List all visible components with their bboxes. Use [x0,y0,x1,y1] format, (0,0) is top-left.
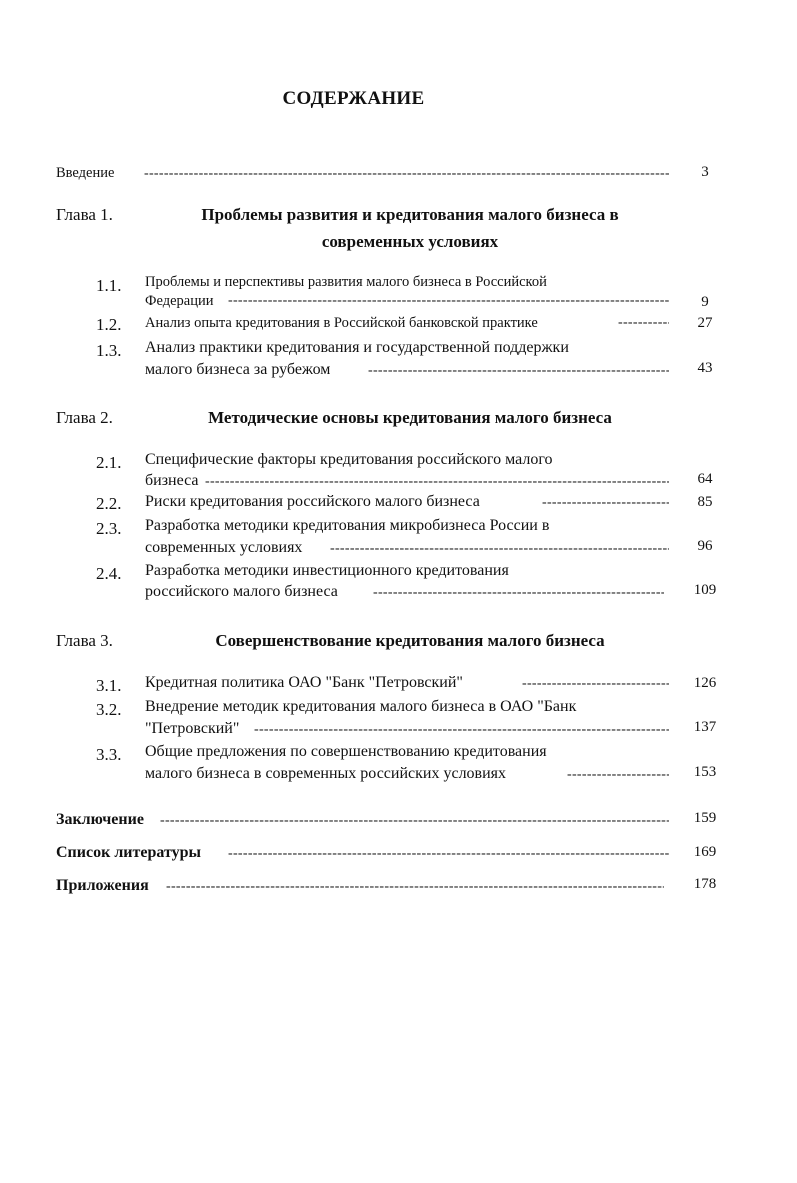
section-1-3-page: 43 [697,360,713,376]
section-3-2-title-cont: "Петровский" [145,720,240,737]
dot-leader [205,473,669,491]
dot-leader [144,165,669,183]
chapter-1-title-line1: Проблемы развития и кредитования малого бизнеса в [201,205,619,224]
section-2-3-title: Разработка методики кредитования микробизнеса России в [145,517,550,534]
section-1-1-page: 9 [701,294,709,310]
section-3-3-page: 153 [693,764,717,780]
section-3-2-page: 137 [693,719,717,735]
chapter-3-label: Глава 3. [56,631,113,650]
section-3-3-title-cont: малого бизнеса в современных российских условиях [145,765,507,782]
chapter-1-label: Глава 1. [56,205,113,224]
dot-leader [368,362,669,380]
section-3-1-number: 3.1. [96,676,122,695]
dot-leader [160,812,669,830]
section-2-1-title: Специфические факторы кредитования российского малого [145,451,553,468]
bibliography-page: 169 [693,844,717,860]
section-2-4-title: Разработка методики инвестиционного кредитования [145,562,509,579]
section-2-2-page: 85 [697,494,713,510]
section-1-3-title-cont: малого бизнеса за рубежом [145,361,331,378]
section-2-4-page: 109 [693,582,717,598]
dot-leader [522,675,669,693]
dot-leader [166,878,664,896]
dot-leader [228,292,669,310]
section-1-2-title: Анализ опыта кредитования в Российской банковской практике [145,315,538,331]
page-title: СОДЕРЖАНИЕ [282,88,425,109]
dot-leader [330,540,669,558]
intro-label: Введение [56,165,115,181]
section-2-4-number: 2.4. [96,564,122,583]
section-2-4-title-cont: российского малого бизнеса [145,583,338,600]
chapter-3-title: Совершенствование кредитования малого бизнеса [215,631,605,650]
intro-page: 3 [701,164,709,180]
dot-leader [567,766,669,784]
section-1-1-number: 1.1. [96,276,122,295]
section-3-1-title: Кредитная политика ОАО "Банк "Петровский" [145,674,463,691]
chapter-2-title: Методические основы кредитования малого бизнеса [208,408,612,427]
section-1-2-number: 1.2. [96,315,122,334]
section-2-3-page: 96 [697,538,713,554]
dot-leader [618,314,669,332]
bibliography-label: Список литературы [56,844,201,861]
dot-leader [254,721,669,739]
section-2-2-number: 2.2. [96,494,122,513]
section-3-3-title: Общие предложения по совершенствованию кредитования [145,743,547,760]
section-1-1-title-cont: Федерации [145,293,214,309]
conclusion-page: 159 [693,810,717,826]
section-1-3-number: 1.3. [96,341,122,360]
conclusion-label: Заключение [56,811,144,828]
appendices-label: Приложения [56,877,149,894]
section-3-1-page: 126 [693,675,717,691]
dot-leader [373,584,664,602]
section-1-2-page: 27 [697,315,713,331]
dot-leader [542,494,669,512]
dot-leader [228,845,669,863]
section-2-1-title-cont: бизнеса [145,472,199,489]
chapter-2-label: Глава 2. [56,408,113,427]
appendices-page: 178 [693,876,717,892]
section-2-2-title: Риски кредитования российского малого бизнеса [145,493,480,510]
section-2-1-page: 64 [697,471,713,487]
section-2-1-number: 2.1. [96,453,122,472]
section-3-2-number: 3.2. [96,700,122,719]
section-3-2-title: Внедрение методик кредитования малого бизнеса в ОАО "Банк [145,698,577,715]
section-2-3-number: 2.3. [96,519,122,538]
section-1-1-title: Проблемы и перспективы развития малого бизнеса в Российской [145,274,547,290]
section-3-3-number: 3.3. [96,745,122,764]
section-1-3-title: Анализ практики кредитования и государственной поддержки [145,339,569,356]
chapter-1-title-line2: современных условиях [321,232,499,251]
section-2-3-title-cont: современных условиях [145,539,303,556]
